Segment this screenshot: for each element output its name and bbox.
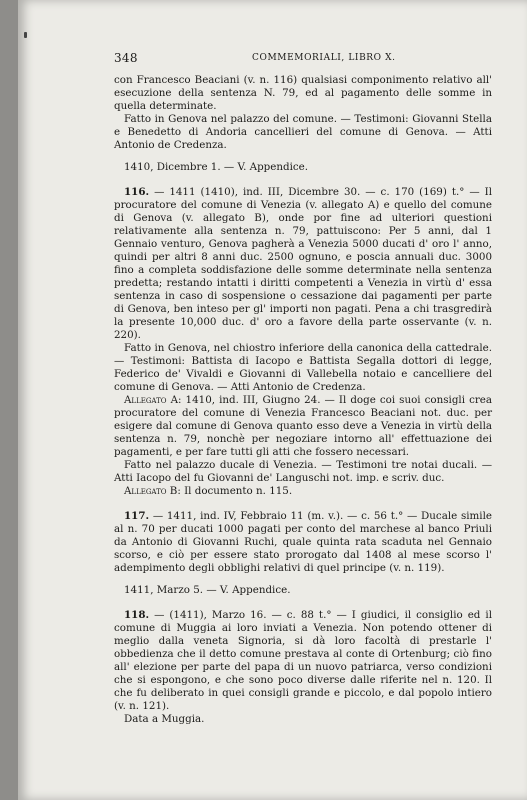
paragraph-text: con Francesco Beaciani (v. n. 116) qualsiasi componimento relativo all' esecuzione della sentenza N. 79, ed al pagamento delle somme in quella determinate. [114, 74, 492, 112]
paragraph-text: : Il documento n. 115. [177, 485, 293, 497]
paragraph-text: Fatto in Genova, nel chiostro inferiore della canonica della cattedrale. — Testimoni: Battista di Iacopo e Battista Segalla dottori di legge, Federico de' Vivaldi e Giovanni di Vallebella notaio e cancelliere del comune di Genova. — Atti Antonio de Credenza. [114, 342, 492, 393]
document-entry [114, 609, 492, 713]
paragraph [114, 113, 492, 152]
allegato-paragraph [114, 394, 492, 459]
running-title: COMMEMORIALI, LIBRO X. [252, 53, 396, 63]
paragraph-text: — 1411, ind. IV, Febbraio 11 (m. v.). — c. 56 t.° — Ducale simile al n. 70 per ducati 1000 pagati per conto del marchese al banco Priuli da Antonio di Giovanni Ruchi, quale quinta rata scaduta nel Gennaio scorso, e ciò per essere stato prorogato dal 1408 al mese scorso l' adempimento degli obblighi relativi di quel principe (v. n. 119). [114, 510, 492, 574]
paragraph [114, 342, 492, 394]
paragraph [114, 161, 492, 174]
entry-number: 117. [124, 510, 150, 522]
allegato-paragraph [114, 485, 492, 498]
paragraph-text: Fatto in Genova nel palazzo del comune. — Testimoni: Giovanni Stella e Benedetto di Andoria cancellieri del comune di Genova. — Atti Antonio de Credenza. [114, 113, 492, 151]
allegato-label: Allegato A [124, 394, 179, 406]
page-body [114, 74, 492, 726]
paragraph-text: — 1411 (1410), ind. III, Dicembre 30. — c. 170 (169) t.° — Il procuratore del comune di Venezia (v. allegato A) e quello del comune di Genova (v. allegato B), onde por fine ad ulteriori questioni relativamente alla sentenza n. 79, pattuiscono: Per 5 anni, dal 1 Gennaio venturo, Genova pagherà a Venezia 5000 ducati d' oro l' anno, quindi per altri 8 anni duc. 2500 ognuno, e poscia annuali duc. 3000 fino a completa soddisfazione delle somme determinate nella sentenza predetta; restando intatti i diritti competenti a Venezia in virtù d' essa sentenza in caso di sospensione o cessazione dai pagamenti per parte di Genova, ben inteso per gl' importi non pagati. Pena a chi trasgredirà la presente 10,000 duc. d' oro a favore della parte osservante (v. n. 220). [114, 186, 492, 341]
entry-number: 116. [124, 186, 150, 198]
allegato-label: Allegato B [124, 485, 178, 497]
document-entry [114, 186, 492, 342]
paragraph [114, 584, 492, 597]
paragraph [114, 459, 492, 485]
page-header [114, 51, 494, 65]
page-number: 348 [114, 51, 138, 65]
document-page [18, 0, 527, 800]
paragraph [114, 713, 492, 726]
paragraph-text: 1411, Marzo 5. — V. Appendice. [124, 584, 291, 596]
entry-number: 118. [124, 609, 150, 621]
paragraph-text: — (1411), Marzo 16. — c. 88 t.° — I giudici, il consiglio ed il comune di Muggia ai loro inviati a Venezia. Non potendo ottener di meglio dalla veneta Signoria, si dà loro facoltà di prestarle l' obbedienza che il detto comune prestava al conte di Ortenburg; ciò fino all' elezione per parte del papa di un nuovo patriarca, verso condizioni che si espongono, e che sono poco diverse dalle riferite nel n. 120. Il che fu deliberato in quei consigli grande e piccolo, e dal popolo intiero (v. n. 121). [114, 609, 492, 712]
document-entry [114, 510, 492, 575]
paragraph-text: : 1410, ind. III, Giugno 24. — Il doge coi suoi consigli crea procuratore del comune di Venezia Francesco Beaciani not. duc. per esigere dal comune di Genova quanto esso deve a Venezia in virtù della sentenza n. 79, nonchè per negoziare intorno all' effettuazione dei pagamenti, e per fare tutti gli atti che fossero necessari. [114, 394, 492, 458]
paragraph [114, 74, 492, 113]
paragraph-text: 1410, Dicembre 1. — V. Appendice. [124, 161, 309, 173]
spine-mark [24, 32, 27, 38]
paragraph-text: Fatto nel palazzo ducale di Venezia. — Testimoni tre notai ducali. — Atti Iacopo del fu Giovanni de' Languschi not. imp. e scriv. duc. [114, 459, 492, 484]
paragraph-text: Data a Muggia. [124, 713, 205, 725]
